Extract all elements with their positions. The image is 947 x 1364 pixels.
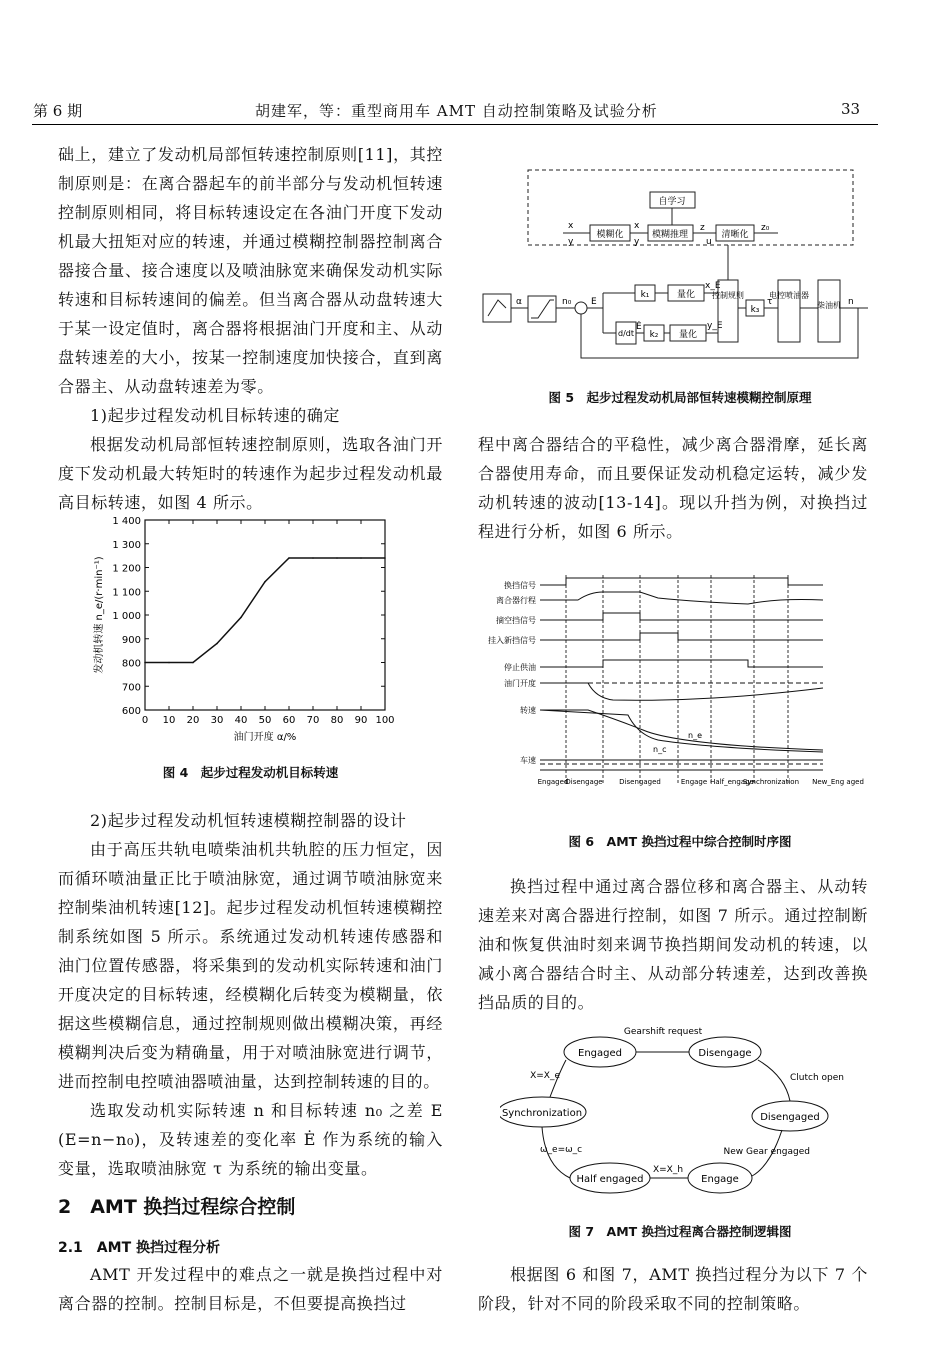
fig6-row-label: 挂入新挡信号 <box>488 636 536 645</box>
fig7-transition-label: New Gear engaged <box>723 1147 810 1157</box>
right-column-mid <box>478 872 868 1017</box>
fig6-row-label: 摘空挡信号 <box>496 616 536 625</box>
figure-7-caption: 图 7 AMT 换挡过程离合器控制逻辑图 <box>568 1224 792 1239</box>
fig4-x-tick-label: 10 <box>162 715 176 726</box>
running-title: 胡建军，等：重型商用车 AMT 自动控制策略及试验分析 <box>255 102 658 120</box>
fig7-transition-label: Gearshift request <box>623 1027 703 1037</box>
fig5-tau: τ <box>767 297 773 307</box>
figure-6-caption: 图 6 AMT 换挡过程中综合控制时序图 <box>568 834 792 849</box>
fig4-data-point <box>240 617 242 619</box>
page-number: 33 <box>841 100 861 118</box>
fig6-trace-nc <box>540 710 823 752</box>
fig5-quantize-1-label: 量化 <box>676 290 696 300</box>
fig6-rows <box>488 575 864 786</box>
fig4-axes-frame <box>145 520 385 710</box>
paragraph-inputs: 选取发动机实际转速 n 和目标转速 n₀ 之差 E (E=n−n₀)，及转速差的变化率 Ė 作为系统的输入变量，选取喷油脉宽 τ 为系统的输出变量。 <box>58 1101 443 1178</box>
fig5-self-learn-label: 自学习 <box>658 197 686 207</box>
fig6-trace-ne <box>540 710 823 750</box>
fig7-transition-label: X=X_h <box>652 1165 684 1175</box>
fig4-y-tick-label: 700 <box>121 682 141 694</box>
fig5-inference-label: 模糊推理 <box>651 230 689 240</box>
fig5-n: n <box>848 297 854 307</box>
fig5-rule-box <box>718 280 738 342</box>
fig4-data-point <box>312 557 314 559</box>
fig4-data-point <box>264 581 266 583</box>
fig7-state-label: Engage <box>701 1174 739 1185</box>
fig4-x-tick-label: 20 <box>186 715 200 726</box>
right-column-final <box>478 1260 868 1318</box>
fig5-engine-box <box>818 280 840 342</box>
paragraph-clutch-difficulty: AMT 开发过程中的难点之一就是换挡过程中对离合器的控制。控制目标是，不但要提高换挡过 <box>58 1265 443 1313</box>
fig5-top-x: x <box>568 221 574 231</box>
paragraph-continued: 础上，建立了发动机局部恒转速控制原则[11]，其控制原则是：在离合器起车的前半部分与发动机恒转速控制原则相同，将目标转速设定在各油门开度下发动机最大扭矩对应的转速，并通过模糊控制器控制离合器接合量、接合速度以及喷油脉宽来确保发动机实际转速和目标转速间的偏差。但当离合器从动盘转速大于某一设定值时，离合器将根据油门开度和主、从动盘转速差的大小，按某一控制速度加快接合，直到离合器主、从动盘转速差为零。 <box>58 145 443 396</box>
fig4-x-tick-label: 60 <box>282 715 296 726</box>
fig4-x-tick-label: 40 <box>234 715 248 726</box>
fig6-phase-label: Engaged <box>537 778 569 786</box>
header-rule <box>32 124 878 125</box>
fig4-x-axis-label: 油门开度 α/% <box>233 732 297 743</box>
fig6-trace-shift-signal <box>540 578 823 585</box>
fig5-n0: n₀ <box>562 297 572 307</box>
paragraph-shift-smoothness: 程中离合器结合的平稳性，减少离合器滑摩，延长离合器使用寿命，而且要保证发动机稳定运转，减少发动机转速的波动[13-14]。现以升挡为例，对换挡过程进行分析，如图 6 所示。 <box>478 435 868 541</box>
fig5-injector-label: 电控喷油器 <box>769 291 809 300</box>
fig4-y-tick-label: 1 100 <box>112 587 141 599</box>
fig5-yE: y_E <box>707 321 723 331</box>
fig7-state-label: Synchronization <box>501 1108 583 1119</box>
fig4-series-line <box>145 558 385 663</box>
fig5-quantize-2-label: 量化 <box>678 330 698 340</box>
fig5-Edot: Ė <box>636 322 642 332</box>
fig7-transition-arrow <box>758 1060 790 1101</box>
fig4-x-tick-label: 70 <box>306 715 320 726</box>
fig4-data-point <box>360 557 362 559</box>
fig7-state-label: Half engaged <box>576 1174 644 1185</box>
fig4-y-tick-label: 600 <box>121 706 141 717</box>
fig6-phase-label: Synchronization <box>742 778 800 786</box>
fig5-top-yy: y <box>634 237 640 247</box>
fig6-row-label: 油门开度 <box>504 679 536 688</box>
figure-4-caption: 图 4 起步过程发动机目标转速 <box>162 765 339 780</box>
fig5-ddt: d/dt <box>618 329 634 338</box>
fig5-engine-label: 柴油机 <box>817 301 841 310</box>
fig4-x-tick-label: 0 <box>141 715 149 726</box>
fig6-phase-label: Disengage <box>565 778 603 786</box>
fig4-data-point <box>336 557 338 559</box>
subheading-target-speed: 1)起步过程发动机目标转速的确定 <box>90 406 341 425</box>
fig4-data-point <box>144 662 146 664</box>
fig4-data-point <box>168 662 170 664</box>
fig5-k1: k₁ <box>640 290 650 300</box>
fig4-x-tick-label: 50 <box>258 715 272 726</box>
fig5-top-y: y <box>568 237 574 247</box>
fig6-phase-label: New_Eng aged <box>812 778 864 786</box>
fig7-transition-label: X=X_e <box>530 1071 560 1081</box>
fig4-data-point <box>192 662 194 664</box>
fig7-state-label: Engaged <box>578 1048 622 1059</box>
fig6-row-label: 车速 <box>520 756 536 765</box>
fig5-fuzzify-label: 模糊化 <box>596 230 624 240</box>
fig4-x-tick-label: 100 <box>375 715 395 726</box>
right-column-top <box>478 430 868 546</box>
left-column-final <box>58 1260 443 1318</box>
fig5-xE: x_E <box>705 281 721 291</box>
fig5-top-zo: z₀ <box>761 223 770 233</box>
fig6-row-label: 转速 <box>520 706 536 715</box>
fig6-trace-fuel-cut <box>540 660 823 667</box>
fig4-x-tick-label: 80 <box>330 715 344 726</box>
fig5-top-xx: x <box>634 221 640 231</box>
figure-5-caption: 图 5 起步过程发动机局部恒转速模糊控制原理 <box>548 390 812 405</box>
fig4-x-tick-label: 90 <box>354 715 368 726</box>
section-2-heading: 2 AMT 换挡过程综合控制 <box>58 1196 296 1218</box>
fig6-label-ne: n_e <box>688 731 702 740</box>
fig4-data-point <box>384 557 386 559</box>
fig7-transition-label: ω_e=ω_c <box>540 1145 583 1155</box>
fig7-state-label: Disengaged <box>760 1112 820 1123</box>
fig4-plot <box>92 516 395 743</box>
fig6-phase-label: Half_engage <box>710 778 754 786</box>
fig6-phase-label: Engage <box>680 778 708 786</box>
fig5-rule-label: 控制规则 <box>712 291 744 300</box>
fig6-row-label: 停止供油 <box>504 663 536 672</box>
fig5-top-u: u <box>706 237 712 247</box>
figure-7-state-diagram <box>500 1016 870 1198</box>
fig4-y-tick-label: 900 <box>121 634 141 646</box>
fig5-pedal-icon <box>483 294 511 322</box>
paragraph-fuzzy-controller: 由于高压共轨电喷柴油机共轨腔的压力恒定，因而循环喷油量正比于喷油脉宽，通过调节喷油脉宽来控制柴油机转速[12]。起步过程发动机恒转速模糊控制系统如图 5 所示。系统通过发动机转速传感器和油门位置传感器，将采集到的发动机实际转速和油门开度决定的目标转速，经模糊化后转变为模糊量，依据这些模糊信息，通过控制规则做出模糊决策，再经模糊判决后变为精确量，用于对喷油脉宽进行调节，进而控制电控喷油器喷油量，达到控制转速的目的。 <box>58 840 443 1091</box>
fig4-x-tick-label: 30 <box>210 715 224 726</box>
fig4-data-point <box>216 643 218 645</box>
paragraph-seven-stages: 根据图 6 和图 7，AMT 换挡过程分为以下 7 个阶段，针对不同的阶段采取不同的控制策略。 <box>478 1265 868 1313</box>
subheading-fuzzy-controller: 2)起步过程发动机恒转速模糊控制器的设计 <box>90 811 407 830</box>
figure-6-timing <box>478 570 878 810</box>
fig4-y-tick-label: 1 300 <box>112 539 141 551</box>
issue-number: 第 6 期 <box>33 102 83 120</box>
fig5-k3: k₃ <box>750 305 760 315</box>
fig5-k2: k₂ <box>649 330 659 340</box>
fig5-injector-box <box>778 280 800 342</box>
fig5-summing-junction <box>575 302 587 314</box>
fig5-top-defuzz-label: 清晰化 <box>721 230 749 240</box>
fig6-row-label: 换挡信号 <box>504 581 536 590</box>
fig6-trace-neutral <box>540 613 823 620</box>
left-column-bottom <box>58 806 443 1183</box>
fig7-state-label: Disengage <box>698 1048 752 1059</box>
fig5-E: E <box>591 297 597 307</box>
fig4-y-axis-label: 发动机转速 n_e/(r·min⁻¹) <box>94 556 105 674</box>
left-column-top <box>58 140 443 517</box>
fig7-transition-label: Clutch open <box>790 1073 844 1083</box>
fig4-y-tick-label: 800 <box>121 658 141 670</box>
figure-4-chart <box>60 505 440 745</box>
fig6-label-nc: n_c <box>653 745 667 754</box>
fig6-row-label: 离合器行程 <box>496 596 536 605</box>
fig4-data-point <box>288 557 290 559</box>
section-2-1-heading: 2.1 AMT 换挡过程分析 <box>58 1240 220 1256</box>
paragraph-target-speed: 根据发动机局部恒转速控制原则，选取各油门开度下发动机最大转矩时的转速作为起步过程发动机最高目标转速，如图 4 所示。 <box>58 435 443 512</box>
fig4-y-tick-label: 1 000 <box>112 611 141 622</box>
fig6-trace-throttle <box>540 683 823 700</box>
fig6-trace-new-gear <box>540 633 823 640</box>
fig6-trace-clutch-stroke <box>540 592 823 604</box>
figure-5-diagram <box>478 158 878 376</box>
fig4-y-tick-label: 1 400 <box>112 516 141 527</box>
fig5-top-z: z <box>700 223 705 233</box>
fig5-alpha: α <box>516 297 522 307</box>
fig7-states <box>500 1027 844 1193</box>
fig4-y-tick-label: 1 200 <box>112 563 141 575</box>
paragraph-clutch-control: 换挡过程中通过离合器位移和离合器主、从动转速差来对离合器进行控制，如图 7 所示。通过控制断油和恢复供油时刻来调节换挡期间发动机的转速，以减小离合器结合时主、从动部分转速差，达到改善换挡品质的目的。 <box>478 877 868 1012</box>
fig6-phase-label: Disengaged <box>619 778 661 786</box>
